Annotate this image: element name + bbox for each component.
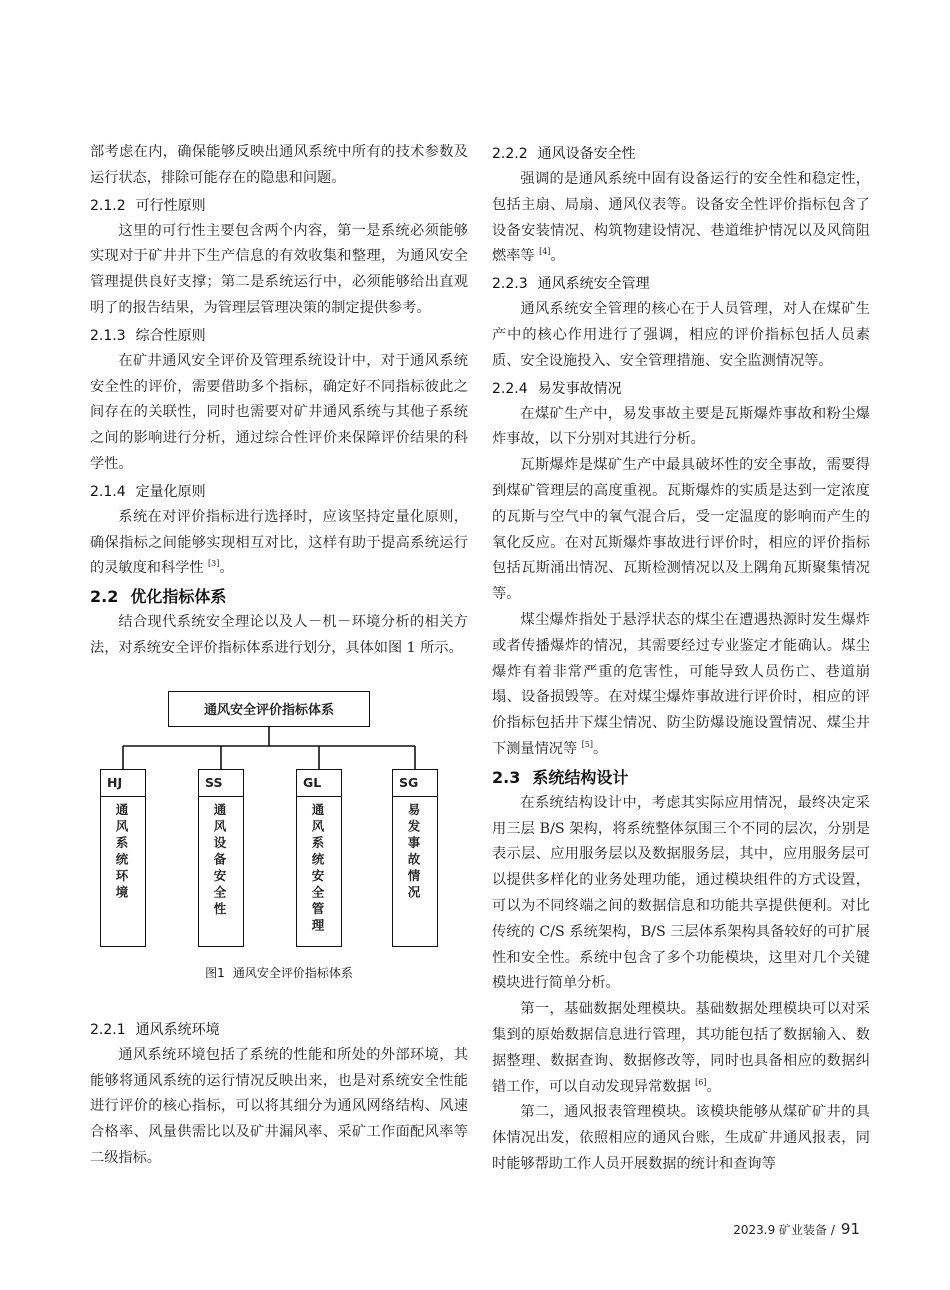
paragraph-2-2-4-a: 在煤矿生产中，易发事故主要是瓦斯爆炸事故和粉尘爆炸事故，以下分别对其进行分析。 bbox=[492, 405, 870, 448]
heading-2-2-1: 2.2.1 通风系统环境 bbox=[90, 1021, 220, 1038]
heading-2-2-3: 2.2.3 通风系统安全管理 bbox=[492, 276, 650, 293]
page-number: 91 bbox=[840, 1220, 860, 1238]
category-name: 通风设备安全性 bbox=[212, 802, 227, 919]
intro-paragraph: 部考虑在内，确保能够反映出通风系统中所有的技术参数及运行状态，排除可能存在的隐患和问题。 bbox=[90, 144, 468, 186]
paragraph-2-3-c: 第二，通风报表管理模块。该模块能够从煤矿矿井的具体情况出发，依照相应的通风台账，生成矿井通风报表，同时能够帮助工作人员开展数据的统计和查询等 bbox=[492, 1104, 870, 1172]
citation-4[interactable]: [4] bbox=[539, 247, 551, 257]
paragraph-2-1-4: 系统在对评价指标进行选择时，应该坚持定量化原则，确保指标之间能够实现相互对比，这样有助于提高系统运行的灵敏度和科学性 [3]。 bbox=[90, 508, 468, 577]
paragraph-2-2-1: 通风系统环境包括了系统的性能和所处的外部环境，其能够将通风系统的运行情况反映出来，也是对系统安全性能进行评价的核心指标，可以将其细分为通风网络结构、风速合格率、风量供需比以及矿井漏风率、采矿工作面配风率等二级指标。 bbox=[90, 1046, 468, 1166]
category-box-gl bbox=[296, 769, 342, 947]
paragraph-2-3-b: 第一，基础数据处理模块。基础数据处理模块可以对采集到的原始数据信息进行管理，其功能包括了数据输入、数据整理、数据查询、数据修改等，同时也具备相应的数据纠错工作，可以自动发现异常数据 [6]。 bbox=[492, 1001, 870, 1095]
category-name: 通风系统安全管理 bbox=[310, 802, 325, 935]
figure-1 bbox=[90, 676, 468, 1016]
journal-issue: 2023.9 矿业装备 / bbox=[733, 1223, 835, 1237]
category-box-ss bbox=[198, 769, 244, 947]
category-code: HJ bbox=[101, 770, 145, 797]
category-code: GL bbox=[297, 770, 341, 797]
citation-3[interactable]: [3] bbox=[208, 559, 220, 569]
right-column bbox=[492, 140, 870, 1178]
paragraph-2-2-4-c: 煤尘爆炸指处于悬浮状态的煤尘在遭遇热源时发生爆炸或者传播爆炸的情况，其需要经过专业鉴定才能确认。煤尘爆炸有着非常严重的危害性，可能导致人员伤亡、巷道崩塌、设备损毁等。在对煤尘爆炸事故进行评价时，相应的评价指标包括井下煤尘情况、防尘防爆设施设置情况、煤尘井下测量情况等 [5]。 bbox=[492, 611, 870, 757]
heading-2-2: 2.2 优化指标体系 bbox=[90, 587, 227, 607]
figure-caption: 图1 通风安全评价指标体系 bbox=[205, 965, 353, 980]
heading-2-1-3: 2.1.3 综合性原则 bbox=[90, 327, 206, 344]
paragraph-2-2-3: 通风系统安全管理的核心在于人员管理，对人在煤矿生产中的核心作用进行了强调，相应的评价指标包括人员素质、安全设施投入、安全管理措施、安全监测情况等。 bbox=[492, 301, 870, 369]
heading-2-2-4: 2.2.4 易发事故情况 bbox=[492, 380, 622, 397]
category-code: SS bbox=[199, 770, 243, 797]
category-code: SG bbox=[393, 770, 437, 797]
paragraph-2-2: 结合现代系统安全理论以及人－机－环境分析的相关方法，对系统安全评价指标体系进行划分，具体如图 1 所示。 bbox=[90, 614, 468, 656]
heading-2-2-2: 2.2.2 通风设备安全性 bbox=[492, 146, 636, 162]
heading-2-3: 2.3 系统结构设计 bbox=[492, 767, 629, 787]
page-footer bbox=[733, 1220, 860, 1238]
paragraph-2-1-2: 这里的可行性主要包含两个内容，第一是系统必须能够实现对于矿井井下生产信息的有效收集和整理，为通风安全管理提供良好支撑；第二是系统运行中，必须能够给出直观明了的报告结果，为管理层管理决策的制定提供参考。 bbox=[90, 222, 468, 316]
category-box-sg bbox=[392, 769, 438, 947]
category-name: 易发事故情况 bbox=[406, 802, 421, 902]
paragraph-2-2-4-b: 瓦斯爆炸是煤矿生产中最具破坏性的安全事故，需要得到煤矿管理层的高度重视。瓦斯爆炸的实质是达到一定浓度的瓦斯与空气中的氧气混合后，受一定温度的影响而产生的氧化反应。在对瓦斯爆炸事故进行评价时，相应的评价指标包括瓦斯涌出情况、瓦斯检测情况以及上隅角瓦斯聚集情况等。 bbox=[492, 457, 870, 603]
left-column bbox=[90, 140, 468, 1172]
heading-2-1-4: 2.1.4 定量化原则 bbox=[90, 483, 206, 500]
citation-5[interactable]: [5] bbox=[581, 739, 593, 749]
figure-root-box: 通风安全评价指标体系 bbox=[168, 691, 370, 727]
category-name: 通风系统环境 bbox=[114, 802, 129, 902]
heading-2-1-2: 2.1.2 可行性原则 bbox=[90, 197, 206, 214]
citation-6[interactable]: [6] bbox=[695, 1077, 707, 1087]
paragraph-2-2-2: 强调的是通风系统中固有设备运行的安全性和稳定性，包括主扇、局扇、通风仪表等。设备安全性评价指标包含了设备安装情况、构筑物建设情况、巷道维护情况以及风筒阻燃率等 [4]。 bbox=[492, 171, 870, 265]
paragraph-2-1-3: 在矿井通风安全评价及管理系统设计中，对于通风系统安全性的评价，需要借助多个指标，确定好不同指标彼此之间存在的关联性，同时也需要对矿井通风系统与其他子系统之间的影响进行分析，通过综合性评价来保障评价结果的科学性。 bbox=[90, 352, 468, 472]
category-box-hj bbox=[100, 769, 146, 947]
paragraph-2-3-a: 在系统结构设计中，考虑其实际应用情况，最终决定采用三层 B/S 架构，将系统整体氛围三个不同的层次，分别是表示层、应用服务层以及数据服务层，其中，应用服务层可以提供多样化的业务处理功能，通过模块组件的方式设置，可以为不同终端之间的数据信息和功能共享提供便利。对比传统的 C/S 系统架构，B/S 三层体系架构具备较好的可扩展性和安全性。系统中包含了多个功能模块，这里对几个关键模块进行简单分析。 bbox=[492, 794, 870, 992]
